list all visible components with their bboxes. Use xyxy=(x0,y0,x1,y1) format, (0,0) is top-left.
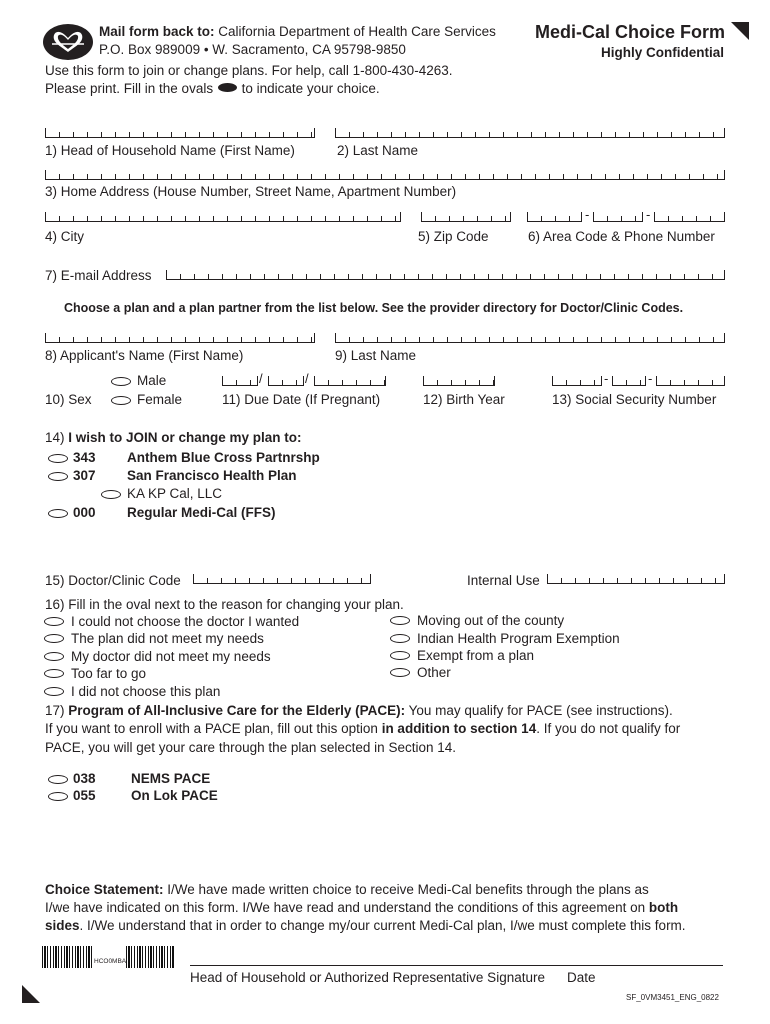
birth-year-label: 12) Birth Year xyxy=(423,392,505,407)
pace-option-name: NEMS PACE xyxy=(131,771,211,786)
sex-female-oval[interactable] xyxy=(111,396,131,405)
applicant-first-name-label: 8) Applicant's Name (First Name) xyxy=(45,348,244,363)
reason-oval[interactable] xyxy=(44,687,64,696)
mail-address: P.O. Box 989009 • W. Sacramento, CA 95798-9850 xyxy=(99,42,406,57)
area-code-field[interactable] xyxy=(527,212,582,222)
sex-label: 10) Sex xyxy=(45,392,92,407)
pace-option-oval[interactable] xyxy=(48,775,68,784)
due-slash-2: / xyxy=(305,371,309,386)
plan-option-oval[interactable] xyxy=(48,454,68,463)
pace-num: 17) xyxy=(45,703,69,718)
instructions-text-b: to indicate your choice. xyxy=(241,81,380,96)
reason-label: Exempt from a plan xyxy=(417,648,535,663)
head-last-name-label: 2) Last Name xyxy=(337,143,419,158)
confidential-label: Highly Confidential xyxy=(601,45,724,60)
instructions-text-a: Please print. Fill in the ovals xyxy=(45,81,214,96)
reason-label: Moving out of the county xyxy=(417,613,565,628)
form-code: SF_0VM3451_ENG_0822 xyxy=(626,993,719,1002)
zip-field[interactable] xyxy=(421,212,511,222)
reason-label: Other xyxy=(417,665,451,680)
plan-option-name: San Francisco Health Plan xyxy=(127,468,297,483)
home-address-label: 3) Home Address (House Number, Street Name, Apartment Number) xyxy=(45,184,457,199)
pace-text-2b: in addition to section 14 xyxy=(381,721,537,736)
ssn-label: 13) Social Security Number xyxy=(552,392,717,407)
city-label: 4) City xyxy=(45,229,85,244)
ssn-dash-2: - xyxy=(648,371,653,386)
reason-oval[interactable] xyxy=(390,668,410,677)
pace-option-code: 038 xyxy=(73,771,96,786)
due-date-label: 11) Due Date (If Pregnant) xyxy=(222,392,381,407)
pace-title: Program of All-Inclusive Care for the Elderly (PACE): xyxy=(68,703,406,718)
due-year-field[interactable] xyxy=(314,376,386,386)
signature-label: Head of Household or Authorized Representative Signature xyxy=(190,970,545,985)
plan-option-name: Regular Medi-Cal (FFS) xyxy=(127,505,276,520)
plan-heading-text: I wish to JOIN or change my plan to: xyxy=(68,430,302,445)
statement-text-3b: . I/We understand that in order to change my/our current Medi-Cal plan, I/we must complete this form. xyxy=(79,918,686,933)
statement-text-2a: I/we have indicated on this form. I/We have read and understand the conditions of this agreement on xyxy=(45,900,649,915)
plan-option-oval[interactable] xyxy=(48,509,68,518)
reason-oval[interactable] xyxy=(390,634,410,643)
internal-use-field[interactable] xyxy=(547,574,725,584)
reason-label: I did not choose this plan xyxy=(71,684,221,699)
mail-label: Mail form back to: xyxy=(99,24,215,39)
corner-mark-icon xyxy=(22,985,40,1003)
statement-line-3 xyxy=(45,918,686,934)
dhcs-logo xyxy=(42,22,94,62)
choose-plan-instruction: Choose a plan and a plan partner from the list below. See the provider directory for Doctor/Clinic Codes. xyxy=(64,301,684,315)
ssn-part-1-field[interactable] xyxy=(552,376,602,386)
doctor-code-field[interactable] xyxy=(193,574,371,584)
mail-org: California Department of Health Care Services xyxy=(218,24,496,39)
pace-text-2a: If you want to enroll with a PACE plan, fill out this option xyxy=(45,721,382,736)
plan-option-oval[interactable] xyxy=(101,490,121,499)
plan-option-name: Anthem Blue Cross Partnrshp xyxy=(127,450,320,465)
phone-dash-1: - xyxy=(585,207,590,222)
corner-mark-icon xyxy=(731,22,749,40)
due-slash-1: / xyxy=(259,371,263,386)
plan-option-code: 343 xyxy=(73,450,96,465)
reason-oval[interactable] xyxy=(44,652,64,661)
ssn-dash-1: - xyxy=(604,371,609,386)
pace-option-name: On Lok PACE xyxy=(131,788,218,803)
applicant-first-name-field[interactable] xyxy=(45,333,315,343)
plan-option-name: KA KP Cal, LLC xyxy=(127,486,223,501)
reason-oval[interactable] xyxy=(390,616,410,625)
statement-text-3a: sides xyxy=(45,918,80,933)
date-label: Date xyxy=(567,970,596,985)
plan-option-code: 307 xyxy=(73,468,96,483)
reason-label: Indian Health Program Exemption xyxy=(417,631,620,646)
pace-option-code: 055 xyxy=(73,788,96,803)
plan-heading-num: 14) xyxy=(45,430,69,445)
city-field[interactable] xyxy=(45,212,401,222)
reason-label: I could not choose the doctor I wanted xyxy=(71,614,300,629)
reason-oval[interactable] xyxy=(44,669,64,678)
form-title: Medi-Cal Choice Form xyxy=(535,22,726,42)
reason-oval[interactable] xyxy=(390,651,410,660)
internal-use-label: Internal Use xyxy=(467,573,540,588)
phone-dash-2: - xyxy=(646,207,651,222)
mail-to-line xyxy=(99,24,496,40)
filled-oval-icon xyxy=(218,83,237,92)
sex-male-label: Male xyxy=(137,373,167,388)
pace-line-2 xyxy=(45,721,680,737)
statement-text-1: I/We have made written choice to receive Medi-Cal benefits through the plans as xyxy=(163,882,649,897)
ssn-part-2-field[interactable] xyxy=(612,376,646,386)
statement-label: Choice Statement: xyxy=(45,882,164,897)
reason-label: Too far to go xyxy=(71,666,147,681)
pace-line-1 xyxy=(45,703,673,719)
phone-prefix-field[interactable] xyxy=(593,212,643,222)
reason-oval[interactable] xyxy=(44,617,64,626)
email-field[interactable] xyxy=(166,270,725,280)
pace-option-oval[interactable] xyxy=(48,792,68,801)
birth-year-field[interactable] xyxy=(423,376,495,386)
head-first-name-field[interactable] xyxy=(45,128,315,138)
email-label: 7) E-mail Address xyxy=(45,268,152,283)
doctor-code-label: 15) Doctor/Clinic Code xyxy=(45,573,181,588)
home-address-field[interactable] xyxy=(45,170,725,180)
plan-heading xyxy=(45,430,302,446)
head-last-name-field[interactable] xyxy=(335,128,725,138)
sex-female-label: Female xyxy=(137,392,183,407)
instructions-line-1: Use this form to join or change plans. For help, call 1-800-430-4263. xyxy=(45,63,453,78)
barcode-text: HCO0MBA xyxy=(94,958,127,965)
pace-line-3: PACE, you will get your care through the plan selected in Section 14. xyxy=(45,740,456,755)
head-first-name-label: 1) Head of Household Name (First Name) xyxy=(45,143,295,158)
reason-label: The plan did not meet my needs xyxy=(71,631,264,646)
signature-line[interactable] xyxy=(190,965,723,966)
phone-label: 6) Area Code & Phone Number xyxy=(528,229,715,244)
reason-label: My doctor did not meet my needs xyxy=(71,649,271,664)
statement-text-2b: both xyxy=(648,900,679,915)
applicant-last-name-label: 9) Last Name xyxy=(335,348,417,363)
applicant-last-name-field[interactable] xyxy=(335,333,725,343)
instructions-line-2 xyxy=(45,81,380,97)
due-day-field[interactable] xyxy=(268,376,304,386)
sex-male-oval[interactable] xyxy=(111,377,131,386)
plan-option-code: 000 xyxy=(73,505,96,520)
zip-label: 5) Zip Code xyxy=(418,229,489,244)
pace-text-1: You may qualify for PACE (see instructions). xyxy=(405,703,673,718)
barcode-right xyxy=(126,946,174,968)
due-month-field[interactable] xyxy=(222,376,258,386)
statement-line-2 xyxy=(45,900,678,916)
pace-text-2c: . If you do not qualify for xyxy=(536,721,681,736)
ssn-part-3-field[interactable] xyxy=(656,376,725,386)
phone-line-field[interactable] xyxy=(654,212,725,222)
barcode-left xyxy=(42,946,92,968)
reason-heading: 16) Fill in the oval next to the reason for changing your plan. xyxy=(45,597,404,612)
reason-oval[interactable] xyxy=(44,634,64,643)
statement-line-1 xyxy=(45,882,649,898)
plan-option-oval[interactable] xyxy=(48,472,68,481)
